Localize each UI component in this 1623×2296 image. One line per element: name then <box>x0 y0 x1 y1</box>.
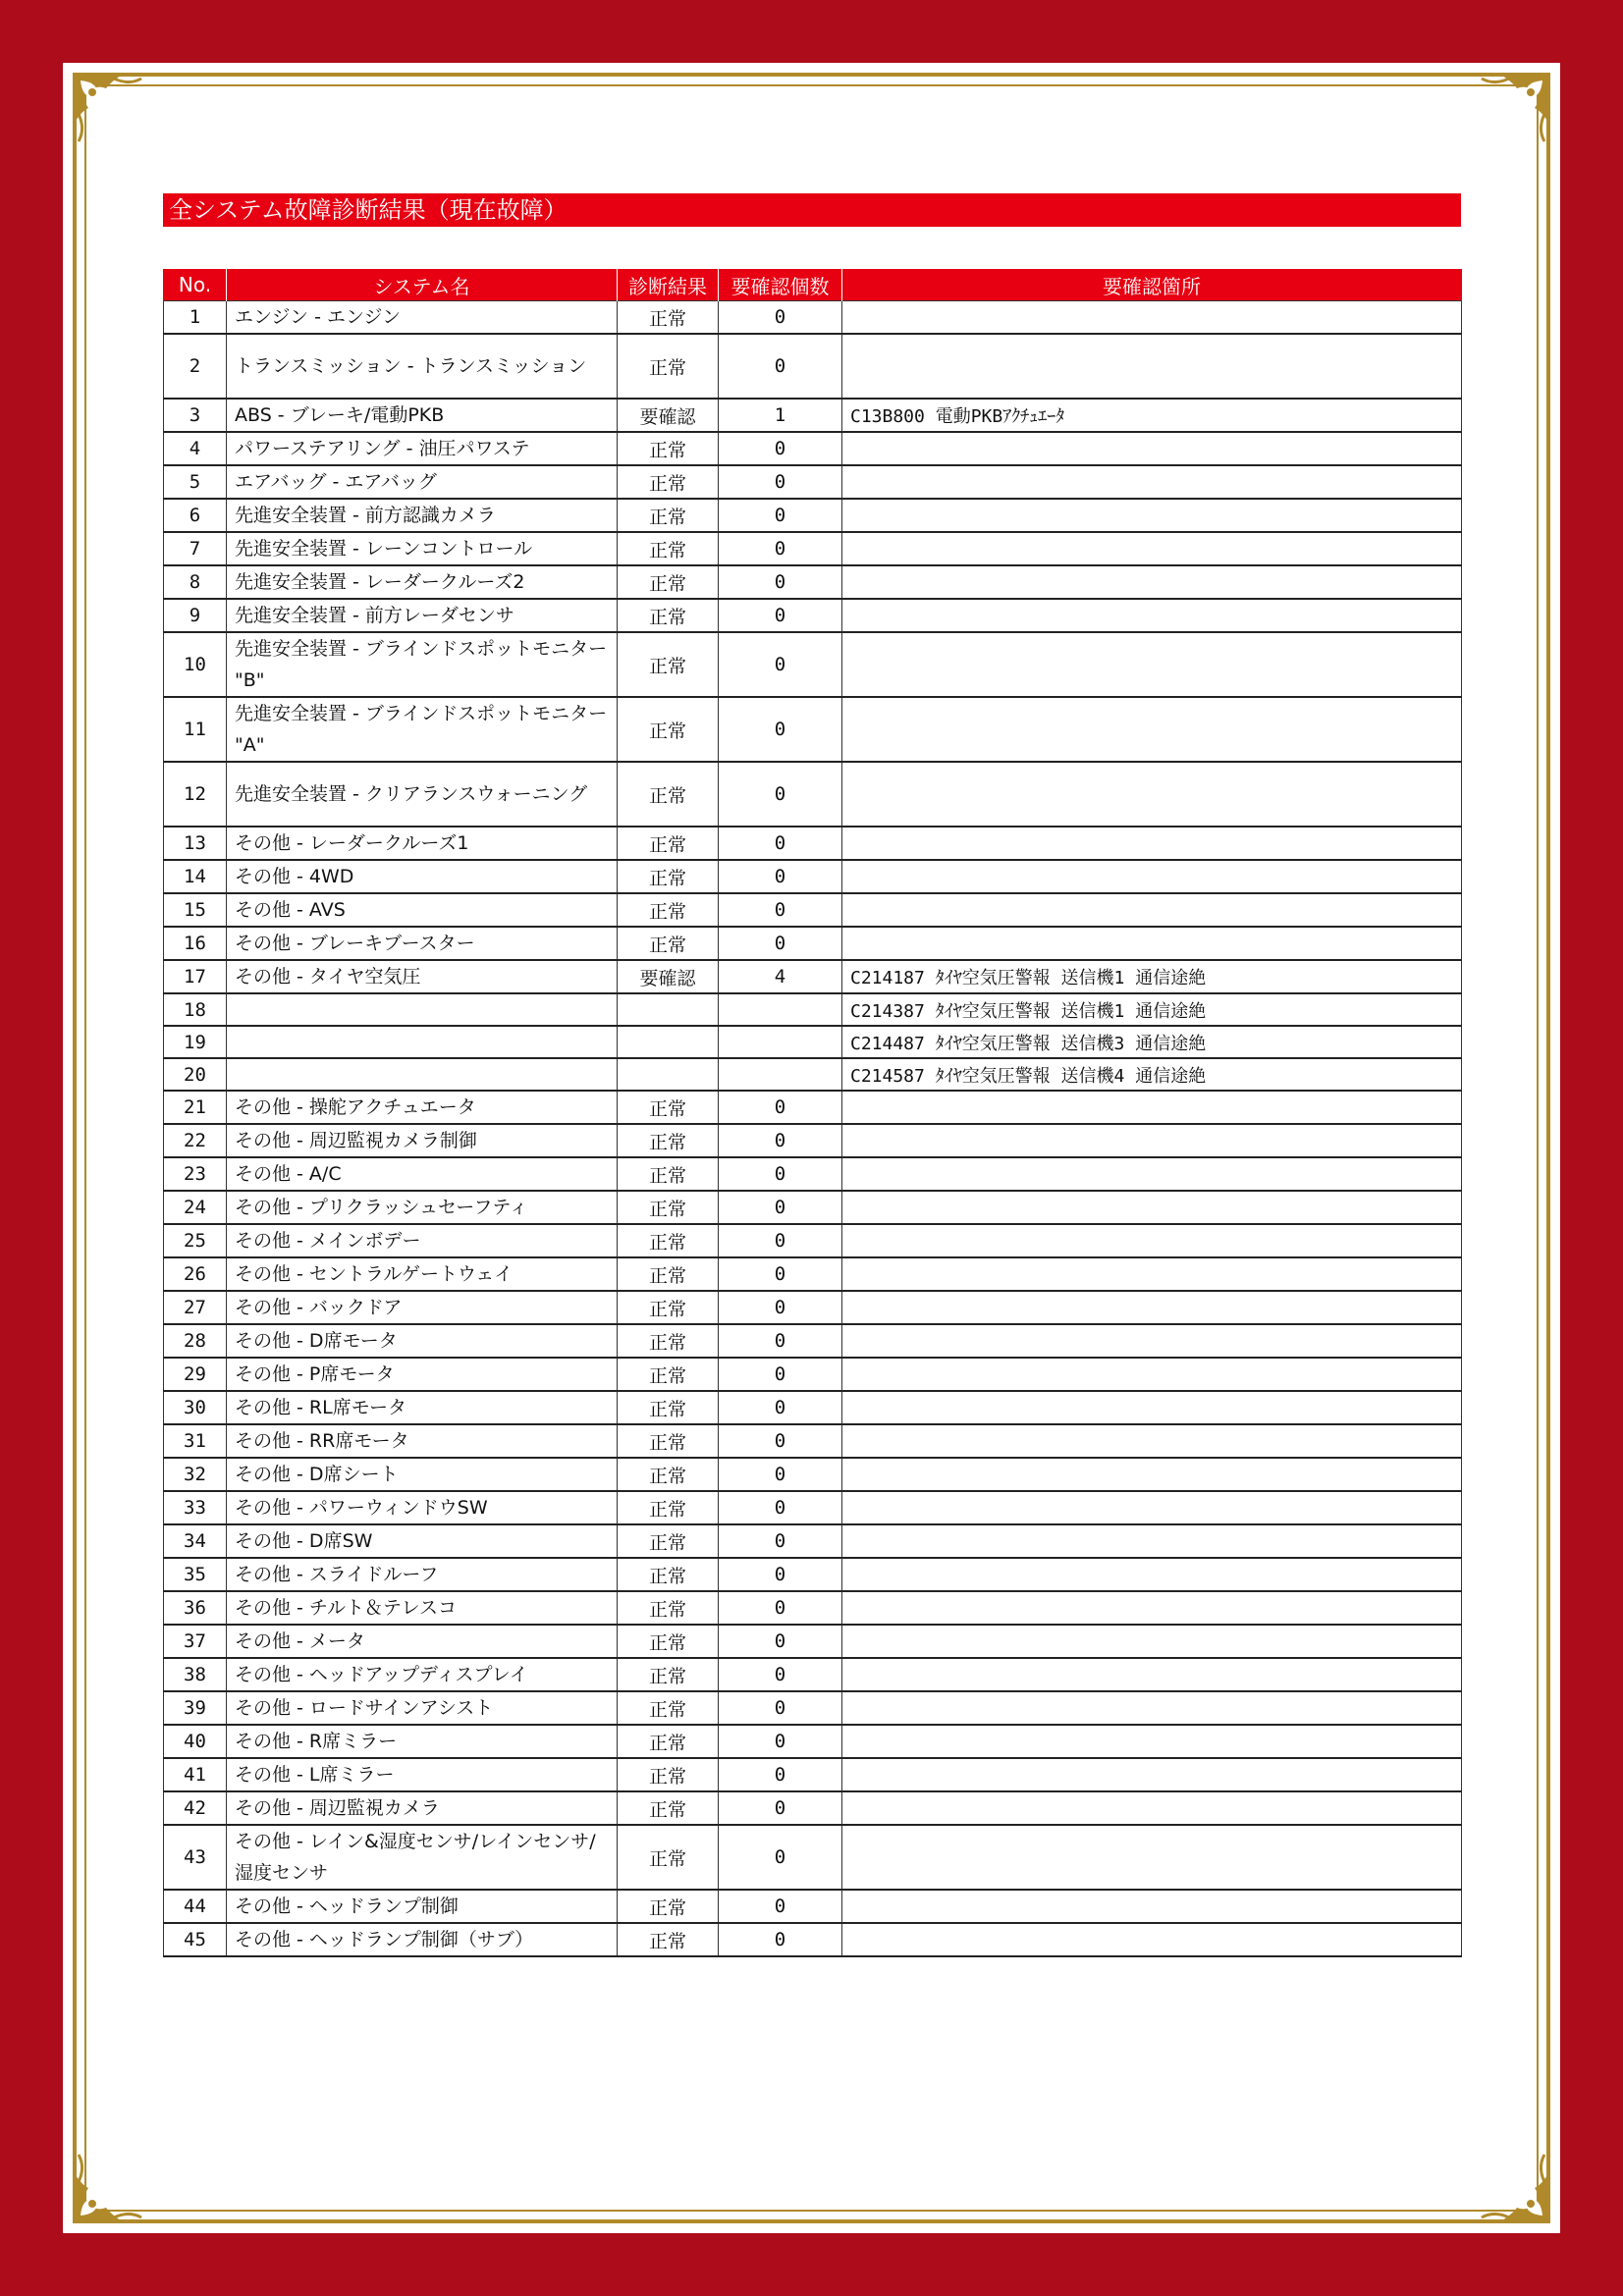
location-cell: C214487 ﾀｲﾔ空気圧警報 送信機3 通信途絶 <box>842 1026 1462 1058</box>
row-no: 3 <box>164 399 227 432</box>
result-cell: 正常 <box>618 697 719 762</box>
result-cell: 正常 <box>618 1091 719 1124</box>
location-cell <box>842 762 1462 827</box>
count-cell: 1 <box>719 399 842 432</box>
system-name-cell: その他 - A/C <box>227 1157 618 1191</box>
location-cell <box>842 1923 1462 1956</box>
system-name-cell: その他 - ヘッドランプ制御 <box>227 1890 618 1923</box>
result-cell: 正常 <box>618 1524 719 1558</box>
result-cell: 正常 <box>618 1224 719 1257</box>
result-cell: 正常 <box>618 532 719 565</box>
count-cell: 0 <box>719 499 842 532</box>
table-row <box>164 1524 1462 1558</box>
location-cell <box>842 499 1462 532</box>
system-name-cell <box>227 1026 618 1058</box>
diagnosis-table <box>163 269 1462 1957</box>
count-cell: 0 <box>719 1391 842 1424</box>
header-system-name: システム名 <box>227 269 618 301</box>
row-no: 4 <box>164 432 227 465</box>
system-name-cell: その他 - チルト＆テレスコ <box>227 1591 618 1625</box>
count-cell: 0 <box>719 632 842 697</box>
result-cell: 正常 <box>618 1725 719 1758</box>
location-cell <box>842 1124 1462 1157</box>
row-no: 40 <box>164 1725 227 1758</box>
table-row <box>164 1358 1462 1391</box>
row-no: 25 <box>164 1224 227 1257</box>
corner-ornament-icon <box>1466 67 1556 157</box>
result-cell: 正常 <box>618 599 719 632</box>
row-no: 10 <box>164 632 227 697</box>
count-cell: 0 <box>719 1625 842 1658</box>
location-cell <box>842 1458 1462 1491</box>
count-cell: 0 <box>719 893 842 927</box>
result-cell: 正常 <box>618 1191 719 1224</box>
row-no: 7 <box>164 532 227 565</box>
count-cell: 0 <box>719 1458 842 1491</box>
count-cell: 0 <box>719 1791 842 1825</box>
result-cell: 正常 <box>618 432 719 465</box>
location-cell: C214187 ﾀｲﾔ空気圧警報 送信機1 通信途絶 <box>842 960 1462 993</box>
location-cell <box>842 893 1462 927</box>
system-name-cell: その他 - ヘッドランプ制御（サブ） <box>227 1923 618 1956</box>
result-cell: 正常 <box>618 1124 719 1157</box>
result-cell: 正常 <box>618 1791 719 1825</box>
count-cell: 0 <box>719 697 842 762</box>
system-name-cell: その他 - プリクラッシュセーフティ <box>227 1191 618 1224</box>
location-cell <box>842 1424 1462 1458</box>
result-cell: 正常 <box>618 1825 719 1890</box>
count-cell: 0 <box>719 1157 842 1191</box>
row-no: 29 <box>164 1358 227 1391</box>
table-row <box>164 632 1462 697</box>
count-cell: 0 <box>719 1658 842 1691</box>
row-no: 45 <box>164 1923 227 1956</box>
row-no: 38 <box>164 1658 227 1691</box>
result-cell: 正常 <box>618 1491 719 1524</box>
corner-ornament-icon <box>1466 2139 1556 2229</box>
location-cell <box>842 1791 1462 1825</box>
system-name-cell: その他 - RR席モータ <box>227 1424 618 1458</box>
row-no: 6 <box>164 499 227 532</box>
count-cell: 0 <box>719 301 842 335</box>
row-no: 11 <box>164 697 227 762</box>
row-no: 30 <box>164 1391 227 1424</box>
location-cell <box>842 1825 1462 1890</box>
result-cell: 正常 <box>618 1591 719 1625</box>
location-cell <box>842 1625 1462 1658</box>
system-name-cell: その他 - メインボデー <box>227 1224 618 1257</box>
count-cell: 0 <box>719 1424 842 1458</box>
result-cell: 正常 <box>618 1558 719 1591</box>
system-name-cell: その他 - D席SW <box>227 1524 618 1558</box>
system-name-cell: その他 - セントラルゲートウェイ <box>227 1257 618 1291</box>
count-cell: 0 <box>719 860 842 893</box>
location-cell <box>842 465 1462 499</box>
location-cell <box>842 599 1462 632</box>
header-no: No. <box>164 269 227 301</box>
result-cell: 正常 <box>618 301 719 335</box>
row-no: 13 <box>164 827 227 860</box>
table-row <box>164 1091 1462 1124</box>
result-cell: 正常 <box>618 632 719 697</box>
location-cell <box>842 532 1462 565</box>
result-cell: 正常 <box>618 827 719 860</box>
system-name-cell: その他 - 周辺監視カメラ制御 <box>227 1124 618 1157</box>
table-row <box>164 1591 1462 1625</box>
location-cell <box>842 697 1462 762</box>
table-row <box>164 565 1462 599</box>
table-row <box>164 301 1462 335</box>
system-name-cell: エアバッグ - エアバッグ <box>227 465 618 499</box>
location-cell <box>842 1391 1462 1424</box>
count-cell: 0 <box>719 1191 842 1224</box>
count-cell <box>719 1058 842 1091</box>
row-no: 43 <box>164 1825 227 1890</box>
row-no: 35 <box>164 1558 227 1591</box>
row-no: 39 <box>164 1691 227 1725</box>
system-name-cell: その他 - メータ <box>227 1625 618 1658</box>
table-row <box>164 1391 1462 1424</box>
count-cell: 0 <box>719 1558 842 1591</box>
table-header-row <box>164 269 1462 301</box>
count-cell: 0 <box>719 532 842 565</box>
result-cell: 正常 <box>618 1758 719 1791</box>
header-location: 要確認箇所 <box>842 269 1462 301</box>
result-cell <box>618 1026 719 1058</box>
system-name-cell: 先進安全装置 - ブラインドスポットモニター "A" <box>227 697 618 762</box>
count-cell: 0 <box>719 432 842 465</box>
count-cell: 0 <box>719 1591 842 1625</box>
count-cell: 0 <box>719 565 842 599</box>
system-name-cell: その他 - スライドルーフ <box>227 1558 618 1591</box>
location-cell <box>842 827 1462 860</box>
row-no: 42 <box>164 1791 227 1825</box>
system-name-cell <box>227 1058 618 1091</box>
location-cell <box>842 1890 1462 1923</box>
system-name-cell: その他 - ヘッドアップディスプレイ <box>227 1658 618 1691</box>
table-row <box>164 1625 1462 1658</box>
location-cell <box>842 1291 1462 1324</box>
count-cell: 0 <box>719 1257 842 1291</box>
table-row <box>164 1458 1462 1491</box>
system-name-cell: その他 - D席モータ <box>227 1324 618 1358</box>
system-name-cell: その他 - バックドア <box>227 1291 618 1324</box>
table-row <box>164 1658 1462 1691</box>
count-cell: 0 <box>719 1825 842 1890</box>
result-cell: 正常 <box>618 1391 719 1424</box>
location-cell <box>842 1191 1462 1224</box>
row-no: 1 <box>164 301 227 335</box>
location-cell <box>842 1658 1462 1691</box>
result-cell: 正常 <box>618 565 719 599</box>
result-cell: 正常 <box>618 1157 719 1191</box>
row-no: 14 <box>164 860 227 893</box>
system-name-cell: その他 - RL席モータ <box>227 1391 618 1424</box>
row-no: 27 <box>164 1291 227 1324</box>
row-no: 19 <box>164 1026 227 1058</box>
count-cell: 0 <box>719 827 842 860</box>
row-no: 5 <box>164 465 227 499</box>
count-cell: 0 <box>719 1725 842 1758</box>
row-no: 41 <box>164 1758 227 1791</box>
system-name-cell: その他 - パワーウィンドウSW <box>227 1491 618 1524</box>
count-cell: 0 <box>719 1923 842 1956</box>
table-row <box>164 1291 1462 1324</box>
corner-ornament-icon <box>67 2139 157 2229</box>
result-cell: 正常 <box>618 1424 719 1458</box>
table-row <box>164 1825 1462 1890</box>
table-row <box>164 1191 1462 1224</box>
table-row <box>164 1791 1462 1825</box>
header-result: 診断結果 <box>618 269 719 301</box>
location-cell <box>842 1524 1462 1558</box>
row-no: 24 <box>164 1191 227 1224</box>
table-row <box>164 1224 1462 1257</box>
system-name-cell: その他 - 操舵アクチュエータ <box>227 1091 618 1124</box>
system-name-cell: エンジン - エンジン <box>227 301 618 335</box>
location-cell <box>842 1758 1462 1791</box>
row-no: 34 <box>164 1524 227 1558</box>
row-no: 22 <box>164 1124 227 1157</box>
table-row <box>164 697 1462 762</box>
system-name-cell: 先進安全装置 - クリアランスウォーニング <box>227 762 618 827</box>
result-cell <box>618 993 719 1026</box>
table-row <box>164 1058 1462 1091</box>
location-cell <box>842 334 1462 399</box>
system-name-cell: トランスミッション - トランスミッション <box>227 334 618 399</box>
system-name-cell: パワーステアリング - 油圧パワステ <box>227 432 618 465</box>
count-cell: 0 <box>719 927 842 960</box>
table-row <box>164 1725 1462 1758</box>
result-cell: 正常 <box>618 1658 719 1691</box>
table-row <box>164 1923 1462 1956</box>
location-cell <box>842 432 1462 465</box>
table-row <box>164 334 1462 399</box>
result-cell: 要確認 <box>618 960 719 993</box>
row-no: 23 <box>164 1157 227 1191</box>
location-cell <box>842 1157 1462 1191</box>
system-name-cell: その他 - タイヤ空気圧 <box>227 960 618 993</box>
result-cell: 正常 <box>618 1625 719 1658</box>
system-name-cell: その他 - ロードサインアシスト <box>227 1691 618 1725</box>
table-row <box>164 432 1462 465</box>
system-name-cell: その他 - AVS <box>227 893 618 927</box>
table-row <box>164 1026 1462 1058</box>
system-name-cell: その他 - 4WD <box>227 860 618 893</box>
system-name-cell: ABS - ブレーキ/電動PKB <box>227 399 618 432</box>
corner-ornament-icon <box>67 67 157 157</box>
table-row <box>164 1558 1462 1591</box>
result-cell: 正常 <box>618 1458 719 1491</box>
count-cell: 0 <box>719 465 842 499</box>
row-no: 33 <box>164 1491 227 1524</box>
result-cell: 正常 <box>618 1324 719 1358</box>
location-cell <box>842 632 1462 697</box>
result-cell: 正常 <box>618 1691 719 1725</box>
table-row <box>164 1491 1462 1524</box>
count-cell: 0 <box>719 1524 842 1558</box>
location-cell <box>842 1224 1462 1257</box>
row-no: 32 <box>164 1458 227 1491</box>
row-no: 16 <box>164 927 227 960</box>
count-cell: 0 <box>719 1890 842 1923</box>
result-cell: 正常 <box>618 927 719 960</box>
count-cell <box>719 1026 842 1058</box>
location-cell <box>842 927 1462 960</box>
row-no: 9 <box>164 599 227 632</box>
system-name-cell: 先進安全装置 - レーンコントロール <box>227 532 618 565</box>
system-name-cell: その他 - P席モータ <box>227 1358 618 1391</box>
row-no: 2 <box>164 334 227 399</box>
system-name-cell: その他 - 周辺監視カメラ <box>227 1791 618 1825</box>
location-cell <box>842 1091 1462 1124</box>
row-no: 37 <box>164 1625 227 1658</box>
location-cell: C214387 ﾀｲﾔ空気圧警報 送信機1 通信途絶 <box>842 993 1462 1026</box>
table-row <box>164 1424 1462 1458</box>
location-cell <box>842 565 1462 599</box>
header-count: 要確認個数 <box>719 269 842 301</box>
result-cell <box>618 1058 719 1091</box>
location-cell <box>842 1324 1462 1358</box>
result-cell: 正常 <box>618 465 719 499</box>
result-cell: 正常 <box>618 1291 719 1324</box>
location-cell: C214587 ﾀｲﾔ空気圧警報 送信機4 通信途絶 <box>842 1058 1462 1091</box>
system-name-cell: 先進安全装置 - 前方レーダセンサ <box>227 599 618 632</box>
table-row <box>164 762 1462 827</box>
result-cell: 正常 <box>618 762 719 827</box>
row-no: 20 <box>164 1058 227 1091</box>
count-cell: 0 <box>719 1124 842 1157</box>
system-name-cell: その他 - D席シート <box>227 1458 618 1491</box>
result-cell: 正常 <box>618 893 719 927</box>
location-cell <box>842 1725 1462 1758</box>
count-cell: 0 <box>719 1358 842 1391</box>
count-cell: 0 <box>719 1291 842 1324</box>
location-cell: C13B800 電動PKBｱｸﾁｭｴｰﾀ <box>842 399 1462 432</box>
report-title: 全システム故障診断結果（現在故障） <box>163 193 1461 227</box>
table-row <box>164 960 1462 993</box>
result-cell: 正常 <box>618 1358 719 1391</box>
system-name-cell: その他 - L席ミラー <box>227 1758 618 1791</box>
count-cell: 0 <box>719 1758 842 1791</box>
row-no: 18 <box>164 993 227 1026</box>
count-cell: 0 <box>719 1091 842 1124</box>
table-row <box>164 927 1462 960</box>
location-cell <box>842 1558 1462 1591</box>
result-cell: 正常 <box>618 1923 719 1956</box>
count-cell: 0 <box>719 1491 842 1524</box>
table-row <box>164 1257 1462 1291</box>
system-name-cell: 先進安全装置 - ブラインドスポットモニター "B" <box>227 632 618 697</box>
table-row <box>164 399 1462 432</box>
row-no: 44 <box>164 1890 227 1923</box>
count-cell: 0 <box>719 1224 842 1257</box>
row-no: 31 <box>164 1424 227 1458</box>
system-name-cell: その他 - R席ミラー <box>227 1725 618 1758</box>
row-no: 12 <box>164 762 227 827</box>
system-name-cell <box>227 993 618 1026</box>
table-row <box>164 1758 1462 1791</box>
table-row <box>164 1890 1462 1923</box>
table-row <box>164 860 1462 893</box>
row-no: 21 <box>164 1091 227 1124</box>
row-no: 28 <box>164 1324 227 1358</box>
table-row <box>164 1691 1462 1725</box>
row-no: 15 <box>164 893 227 927</box>
row-no: 36 <box>164 1591 227 1625</box>
row-no: 26 <box>164 1257 227 1291</box>
count-cell: 0 <box>719 1691 842 1725</box>
result-cell: 正常 <box>618 1890 719 1923</box>
count-cell <box>719 993 842 1026</box>
location-cell <box>842 301 1462 335</box>
table-row <box>164 532 1462 565</box>
location-cell <box>842 1591 1462 1625</box>
count-cell: 0 <box>719 762 842 827</box>
row-no: 8 <box>164 565 227 599</box>
result-cell: 要確認 <box>618 399 719 432</box>
location-cell <box>842 1491 1462 1524</box>
count-cell: 0 <box>719 599 842 632</box>
count-cell: 0 <box>719 1324 842 1358</box>
table-row <box>164 827 1462 860</box>
table-row <box>164 1124 1462 1157</box>
result-cell: 正常 <box>618 499 719 532</box>
count-cell: 0 <box>719 334 842 399</box>
table-row <box>164 1324 1462 1358</box>
location-cell <box>842 1691 1462 1725</box>
row-no: 17 <box>164 960 227 993</box>
table-row <box>164 1157 1462 1191</box>
table-row <box>164 499 1462 532</box>
table-row <box>164 893 1462 927</box>
system-name-cell: その他 - ブレーキブースター <box>227 927 618 960</box>
report-page <box>63 63 1560 2233</box>
result-cell: 正常 <box>618 334 719 399</box>
table-row <box>164 993 1462 1026</box>
location-cell <box>842 1358 1462 1391</box>
system-name-cell: その他 - レーダークルーズ1 <box>227 827 618 860</box>
location-cell <box>842 860 1462 893</box>
table-row <box>164 465 1462 499</box>
system-name-cell: その他 - レイン&湿度センサ/レインセンサ/湿度センサ <box>227 1825 618 1890</box>
system-name-cell: 先進安全装置 - 前方認識カメラ <box>227 499 618 532</box>
location-cell <box>842 1257 1462 1291</box>
result-cell: 正常 <box>618 860 719 893</box>
count-cell: 4 <box>719 960 842 993</box>
table-row <box>164 599 1462 632</box>
system-name-cell: 先進安全装置 - レーダークルーズ2 <box>227 565 618 599</box>
result-cell: 正常 <box>618 1257 719 1291</box>
